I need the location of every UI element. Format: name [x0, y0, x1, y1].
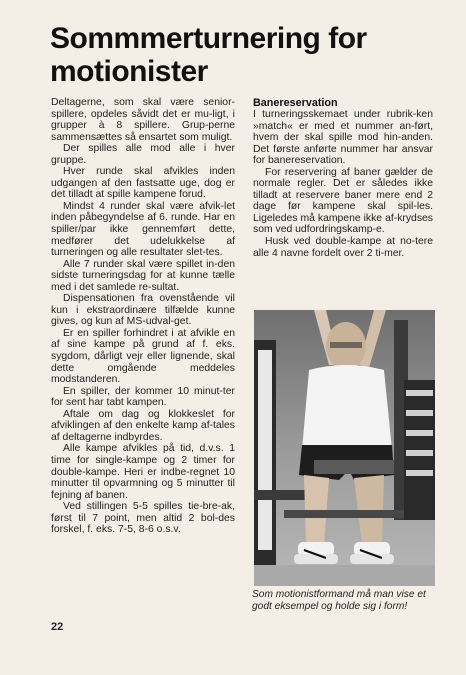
paragraph: Ved stillingen 5-5 spilles tie-bre-ak, først til 7 point, men altid 2 bol-des forskel, f. eks. 7-5, 8-6 o.s.v.	[51, 501, 235, 536]
article-title	[50, 22, 430, 88]
page-number: 22	[51, 621, 64, 633]
paragraph: Aftale om dag og klokkeslet for afviklingen af den enkelte kamp af-tales af deltagerne indbyrdes.	[51, 408, 235, 443]
paragraph: Er en spiller forhindret i at afvikle en af sine kampe på grund af f. eks. sygdom, dårligt vejr eller lignende, skal dette omgående meddeles modstanderen.	[51, 327, 235, 386]
left-column	[51, 97, 235, 536]
exercise-photo-illustration	[254, 310, 435, 586]
paragraph: En spiller, der kommer 10 minut-ter for sent har tabt kampen.	[51, 385, 235, 409]
paragraph: Mindst 4 runder skal være afvik-let inden påbegyndelse af 6. runde. Har en spiller/par ikke gennemført dette, medfører det udelukkelse af turneringen og alle resultater slet-tes.	[51, 200, 235, 259]
article-title-line-2: motionister	[50, 55, 208, 88]
paragraph: Der spilles alle mod alle i hver gruppe.	[51, 143, 235, 166]
paragraph: For reservering af baner gælder de normale regler. Det er således ikke tilladt at reservere baner mere end 2 dage før kampene skal spil-les. Ligeledes må kampene ikke af-krydses som ved udfordringskamp-e.	[253, 166, 433, 236]
paragraph: I turneringsskemaet under rubrik-ken »match« er med et nummer an-ført, hvem der skal spille mod hin-anden. Det første anførte nummer har ansvar for banereservation.	[253, 109, 433, 167]
right-column	[253, 97, 433, 259]
paragraph: Husk ved double-kampe at no-tere alle 4 navne fordelt over 2 ti-mer.	[253, 236, 433, 259]
paragraph: Deltagerne, som skal være senior-spillere, opdeles såvidt det er mu-ligt, i grupper à 8 spillere. Grup-perne sammensættes så ensartet som muligt.	[51, 97, 235, 143]
paragraph: Alle 7 runder skal være spillet in-den sidste turneringsdag for at kunne tælle med i det samlede re-sultat.	[51, 258, 235, 293]
paragraph: Hver runde skal afvikles inden udgangen af den fastsatte uge, dog er det tilladt at spille kampene forud.	[51, 166, 235, 201]
paragraph: Dispensationen fra ovenstående vil kun i ekstraordinære tilfælde kunne gives, og kun af MS-udval-get.	[51, 293, 235, 328]
section-heading: Banereservation	[253, 97, 338, 109]
paragraph: Alle kampe afvikles på tid, d.v.s. 1 time for single-kampe og 2 timer for double-kampe. Heri er indbe-regnet 10 minutter til opvarmning og 5 minutter til fejning af banen.	[51, 443, 235, 501]
photo-man-on-exercise-machine	[254, 310, 435, 586]
photo-caption: Som motionistformand må man vise et godt eksempel og holde sig i form!	[252, 589, 426, 612]
article-title-line-1: Sommmerturnering for	[50, 22, 367, 55]
